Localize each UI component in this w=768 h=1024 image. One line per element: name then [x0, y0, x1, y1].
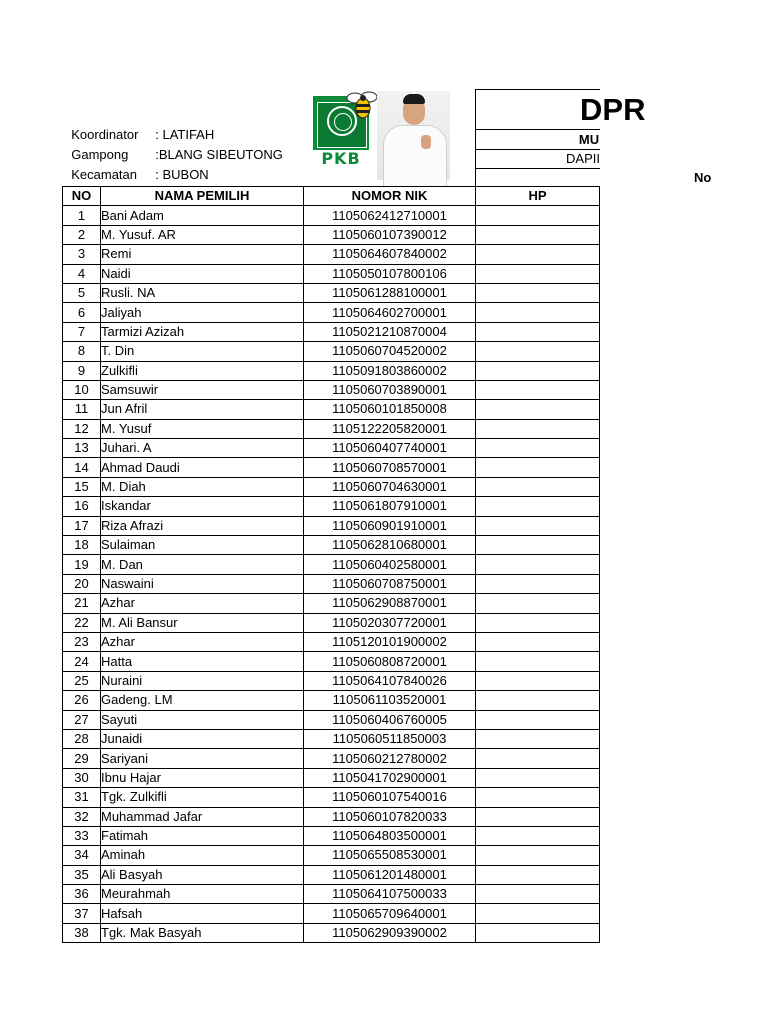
- table-row: [63, 380, 600, 399]
- voter-nik: 1105060402580001: [304, 555, 476, 574]
- column-header-nik: NOMOR NIK: [304, 187, 476, 206]
- voter-nik: 1105122205820001: [304, 419, 476, 438]
- table-row: [63, 477, 600, 496]
- row-number: 9: [63, 361, 101, 380]
- kecamatan-line: [64, 151, 209, 183]
- candidate-photo: [377, 91, 450, 180]
- table-row: [63, 342, 600, 361]
- table-row: [63, 322, 600, 341]
- table-row: [63, 516, 600, 535]
- row-number: 2: [63, 225, 101, 244]
- voter-phone: [476, 516, 600, 535]
- table-row: [63, 225, 600, 244]
- voter-phone: [476, 342, 600, 361]
- table-row: [63, 264, 600, 283]
- voter-phone: [476, 536, 600, 555]
- voter-nik: 1105060107540016: [304, 788, 476, 807]
- voter-name: Ibnu Hajar: [101, 768, 304, 787]
- row-number: 16: [63, 497, 101, 516]
- voter-name: Naidi: [101, 264, 304, 283]
- voter-phone: [476, 400, 600, 419]
- table-header-row: [63, 187, 600, 206]
- voter-name: Hafsah: [101, 904, 304, 923]
- row-number: 33: [63, 826, 101, 845]
- voter-phone: [476, 865, 600, 884]
- voter-phone: [476, 749, 600, 768]
- row-number: 6: [63, 303, 101, 322]
- voter-nik: 1105060704520002: [304, 342, 476, 361]
- voter-nik: 1105062810680001: [304, 536, 476, 555]
- voter-name: Ahmad Daudi: [101, 458, 304, 477]
- voter-name: Hatta: [101, 652, 304, 671]
- table-row: [63, 904, 600, 923]
- voter-table-body: [63, 206, 600, 943]
- voter-phone: [476, 691, 600, 710]
- voter-name: Nuraini: [101, 671, 304, 690]
- voter-name: Muhammad Jafar: [101, 807, 304, 826]
- voter-nik: 1105061103520001: [304, 691, 476, 710]
- voter-name: Riza Afrazi: [101, 516, 304, 535]
- voter-nik: 1105060107820033: [304, 807, 476, 826]
- voter-nik: 1105061201480001: [304, 865, 476, 884]
- row-number: 35: [63, 865, 101, 884]
- table-row: [63, 691, 600, 710]
- voter-name: T. Din: [101, 342, 304, 361]
- voter-phone: [476, 574, 600, 593]
- voter-nik: 1105060107390012: [304, 225, 476, 244]
- table-row: [63, 303, 600, 322]
- table-row: [63, 788, 600, 807]
- kecamatan-label: Kecamatan: [71, 167, 137, 182]
- table-row: [63, 768, 600, 787]
- voter-name: Tgk. Mak Basyah: [101, 923, 304, 942]
- voter-name: Fatimah: [101, 826, 304, 845]
- row-number: 23: [63, 632, 101, 651]
- column-header-name: NAMA PEMILIH: [101, 187, 304, 206]
- voter-name: Azhar: [101, 632, 304, 651]
- voter-phone: [476, 477, 600, 496]
- voter-nik: 1105060511850003: [304, 729, 476, 748]
- voter-phone: [476, 594, 600, 613]
- table-row: [63, 458, 600, 477]
- table-row: [63, 826, 600, 845]
- voter-nik: 1105060407740001: [304, 439, 476, 458]
- voter-name: Tarmizi Azizah: [101, 322, 304, 341]
- voter-phone: [476, 923, 600, 942]
- gampong-label: Gampong: [71, 147, 129, 162]
- voter-name: Sayuti: [101, 710, 304, 729]
- voter-nik: 1105064602700001: [304, 303, 476, 322]
- gampong-value: :BLANG SIBEUTONG: [155, 147, 283, 162]
- voter-nik: 1105120101900002: [304, 632, 476, 651]
- row-number: 36: [63, 885, 101, 904]
- voter-name: Naswaini: [101, 574, 304, 593]
- voter-phone: [476, 788, 600, 807]
- voter-phone: [476, 904, 600, 923]
- voter-nik: 1105064107500033: [304, 885, 476, 904]
- row-number: 13: [63, 439, 101, 458]
- voter-nik: 1105060703890001: [304, 380, 476, 399]
- voter-name: Aminah: [101, 846, 304, 865]
- voter-phone: [476, 652, 600, 671]
- voter-name: Jaliyah: [101, 303, 304, 322]
- row-number: 17: [63, 516, 101, 535]
- row-number: 20: [63, 574, 101, 593]
- table-row: [63, 555, 600, 574]
- table-row: [63, 206, 600, 225]
- row-number: 11: [63, 400, 101, 419]
- voter-phone: [476, 458, 600, 477]
- koordinator-label: Koordinator: [71, 127, 139, 142]
- voter-name: Jun Afril: [101, 400, 304, 419]
- voter-name: Iskandar: [101, 497, 304, 516]
- voter-name: M. Yusuf. AR: [101, 225, 304, 244]
- voter-name: Sulaiman: [101, 536, 304, 555]
- voter-name: Tgk. Zulkifli: [101, 788, 304, 807]
- voter-name: M. Yusuf: [101, 419, 304, 438]
- title-line-2: MU: [476, 130, 600, 150]
- voter-name: M. Dan: [101, 555, 304, 574]
- kecamatan-value: : BUBON: [155, 167, 209, 182]
- row-number: 22: [63, 613, 101, 632]
- table-row: [63, 885, 600, 904]
- row-number: 18: [63, 536, 101, 555]
- row-number: 14: [63, 458, 101, 477]
- voter-table: [62, 186, 600, 943]
- row-number: 3: [63, 245, 101, 264]
- voter-nik: 1105060406760005: [304, 710, 476, 729]
- voter-name: M. Diah: [101, 477, 304, 496]
- table-row: [63, 245, 600, 264]
- row-number: 4: [63, 264, 101, 283]
- voter-phone: [476, 613, 600, 632]
- voter-nik: 1105065508530001: [304, 846, 476, 865]
- voter-name: Junaidi: [101, 729, 304, 748]
- table-row: [63, 361, 600, 380]
- voter-nik: 1105060708570001: [304, 458, 476, 477]
- table-row: [63, 671, 600, 690]
- voter-nik: 1105060101850008: [304, 400, 476, 419]
- voter-name: Sariyani: [101, 749, 304, 768]
- voter-name: Bani Adam: [101, 206, 304, 225]
- row-number: 25: [63, 671, 101, 690]
- table-row: [63, 807, 600, 826]
- voter-nik: 1105062908870001: [304, 594, 476, 613]
- voter-nik: 1105060808720001: [304, 652, 476, 671]
- table-row: [63, 865, 600, 884]
- voter-name: Azhar: [101, 594, 304, 613]
- row-number: 31: [63, 788, 101, 807]
- voter-name: M. Ali Bansur: [101, 613, 304, 632]
- title-line-3: DAPII: [476, 150, 600, 169]
- voter-nik: 1105041702900001: [304, 768, 476, 787]
- voter-phone: [476, 361, 600, 380]
- row-number: 19: [63, 555, 101, 574]
- voter-phone: [476, 225, 600, 244]
- row-number: 21: [63, 594, 101, 613]
- row-number: 7: [63, 322, 101, 341]
- row-number: 34: [63, 846, 101, 865]
- row-number: 12: [63, 419, 101, 438]
- row-number: 38: [63, 923, 101, 942]
- row-number: 32: [63, 807, 101, 826]
- column-header-hp: HP: [476, 187, 600, 206]
- voter-phone: [476, 439, 600, 458]
- voter-phone: [476, 885, 600, 904]
- row-number: 5: [63, 283, 101, 302]
- voter-nik: 1105061807910001: [304, 497, 476, 516]
- voter-nik: 1105020307720001: [304, 613, 476, 632]
- title-box: [475, 89, 712, 186]
- koordinator-value: : LATIFAH: [155, 127, 215, 142]
- voter-phone: [476, 322, 600, 341]
- row-number: 27: [63, 710, 101, 729]
- table-row: [63, 923, 600, 942]
- table-row: [63, 419, 600, 438]
- voter-phone: [476, 632, 600, 651]
- table-row: [63, 400, 600, 419]
- table-row: [63, 652, 600, 671]
- voter-phone: [476, 710, 600, 729]
- row-number: 15: [63, 477, 101, 496]
- voter-phone: [476, 245, 600, 264]
- row-number: 30: [63, 768, 101, 787]
- voter-phone: [476, 380, 600, 399]
- voter-phone: [476, 826, 600, 845]
- voter-phone: [476, 807, 600, 826]
- voter-name: Rusli. NA: [101, 283, 304, 302]
- voter-nik: 1105064607840002: [304, 245, 476, 264]
- row-number: 24: [63, 652, 101, 671]
- voter-nik: 1105061288100001: [304, 283, 476, 302]
- row-number: 29: [63, 749, 101, 768]
- voter-nik: 1105060901910001: [304, 516, 476, 535]
- table-row: [63, 729, 600, 748]
- title-line-1: DPR: [476, 90, 600, 130]
- title-line-4: No: [694, 170, 712, 185]
- row-number: 37: [63, 904, 101, 923]
- voter-phone: [476, 206, 600, 225]
- voter-name: Samsuwir: [101, 380, 304, 399]
- table-row: [63, 613, 600, 632]
- row-number: 28: [63, 729, 101, 748]
- voter-phone: [476, 303, 600, 322]
- row-number: 26: [63, 691, 101, 710]
- table-row: [63, 710, 600, 729]
- voter-phone: [476, 768, 600, 787]
- voter-nik: 1105064803500001: [304, 826, 476, 845]
- voter-phone: [476, 497, 600, 516]
- voter-name: Zulkifli: [101, 361, 304, 380]
- table-row: [63, 536, 600, 555]
- voter-nik: 1105060708750001: [304, 574, 476, 593]
- pkb-logo-text: PKB: [313, 150, 369, 168]
- table-row: [63, 574, 600, 593]
- voter-name: Gadeng. LM: [101, 691, 304, 710]
- table-row: [63, 594, 600, 613]
- voter-phone: [476, 264, 600, 283]
- table-row: [63, 846, 600, 865]
- voter-nik: 1105060212780002: [304, 749, 476, 768]
- voter-nik: 1105065709640001: [304, 904, 476, 923]
- voter-nik: 1105091803860002: [304, 361, 476, 380]
- voter-name: Remi: [101, 245, 304, 264]
- voter-nik: 1105021210870004: [304, 322, 476, 341]
- voter-phone: [476, 419, 600, 438]
- table-row: [63, 283, 600, 302]
- voter-nik: 1105062909390002: [304, 923, 476, 942]
- table-row: [63, 439, 600, 458]
- voter-phone: [476, 729, 600, 748]
- voter-phone: [476, 671, 600, 690]
- row-number: 10: [63, 380, 101, 399]
- voter-phone: [476, 283, 600, 302]
- row-number: 8: [63, 342, 101, 361]
- row-number: 1: [63, 206, 101, 225]
- table-row: [63, 497, 600, 516]
- table-row: [63, 749, 600, 768]
- bee-icon: [346, 90, 378, 120]
- voter-nik: 1105060704630001: [304, 477, 476, 496]
- voter-nik: 1105050107800106: [304, 264, 476, 283]
- voter-name: Meurahmah: [101, 885, 304, 904]
- voter-name: Juhari. A: [101, 439, 304, 458]
- voter-nik: 1105064107840026: [304, 671, 476, 690]
- table-row: [63, 632, 600, 651]
- voter-nik: 1105062412710001: [304, 206, 476, 225]
- voter-phone: [476, 846, 600, 865]
- voter-name: Ali Basyah: [101, 865, 304, 884]
- voter-phone: [476, 555, 600, 574]
- column-header-no: NO: [63, 187, 101, 206]
